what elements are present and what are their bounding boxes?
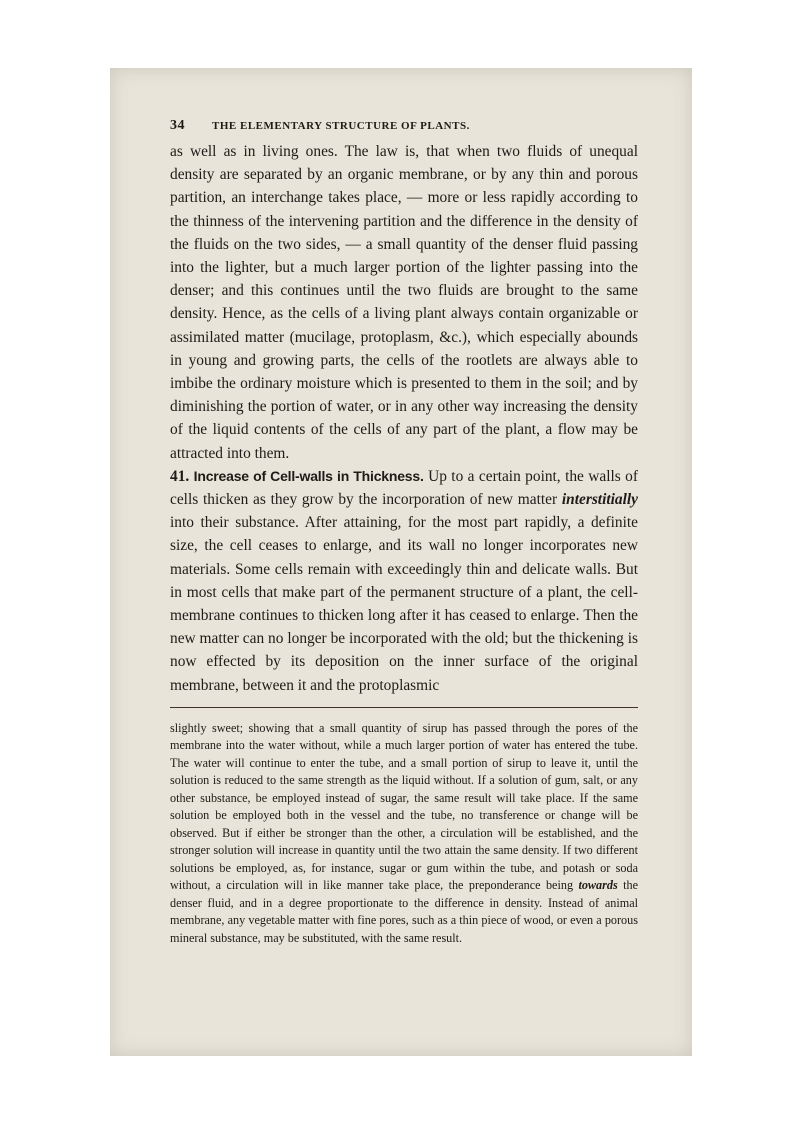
paragraph-2-text-a: Up to a certain point, the walls of cells thicken as they grow by the incorporation of new matter (170, 467, 638, 509)
paragraph-1: as well as in living ones. The law is, that when two fluids of unequal density are separated by an organic membrane, or by any thin and porous partition, an interchange takes place, — more or less rapidly according to the thinness of the intervening partition and the difference in the density of the fluids on the two sides, — a small quantity of the denser fluid passing into the lighter, but a much larger portion of the lighter passing into the denser; and this continues until the two fluids are brought to the same density. Hence, as the cells of a living plant always contain organizable or assimilated matter (mucilage, protoplasm, &c.), which especially abounds in young and growing parts, the cells of the rootlets are always able to imbibe the ordinary moisture which is presented to them in the soil; and by diminishing the portion of water, or in any other way increasing the density of the liquid contents of the cells of any part of the plant, a flow may be attracted into them. (170, 143, 638, 462)
footnote-text-a: slightly sweet; showing that a small quantity of sirup has passed through the pores of the membrane into the water without, while a much larger portion of water has entered the tube. The water will continue to enter the tube, and a small portion of sirup to leave it, until the solution is reduced to the same strength as the liquid without. If a solution of gum, salt, or any other substance, be employed instead of sugar, the same result will take place. If the same solution be employed both in the vessel and the tube, no transference or change will be observed. But if either be stronger than the other, a circulation will be established, and the stronger solution will increase in quantity until the two attain the same density. If two different solutions be employed, as, for instance, sugar or gum within the tube, and potash or soda without, a circulation will in like manner take place, the preponderance being (170, 720, 638, 893)
paragraph-2-emphasis: interstitially (561, 491, 638, 509)
footnote-emphasis: towards (578, 878, 618, 893)
running-header (170, 118, 638, 134)
book-page (170, 118, 638, 947)
section-number: 41. (170, 467, 190, 485)
footnote-divider (170, 707, 638, 708)
page-number: 34 (170, 118, 185, 133)
footnote-text-b: the denser fluid, and in a degree proportionate to the difference in density. Instead of animal membrane, any vegetable matter with fine pores, such as a thin piece of wood, or even a porous mineral substance, may be substituted, with the same result. (170, 878, 639, 945)
section-heading: Increase of Cell-walls in Thickness. (193, 467, 424, 484)
paragraph-2-text-b: into their substance. After attaining, for the most part rapidly, a definite size, the cell ceases to enlarge, and its wall no longer incorporates new materials. Some cells remain with exceedingly thin and delicate walls. But in most cells that make part of the permanent structure of a plant, the cell-membrane continues to thicken long after it has ceased to enlarge. Then the new matter can no longer be incorporated with the old; but the thickening is now effected by its deposition on the inner surface of the original membrane, between it and the protoplasmic (170, 514, 638, 694)
footnote (170, 720, 638, 948)
paragraph-2 (170, 465, 638, 697)
running-title: THE ELEMENTARY STRUCTURE OF PLANTS. (212, 120, 470, 132)
